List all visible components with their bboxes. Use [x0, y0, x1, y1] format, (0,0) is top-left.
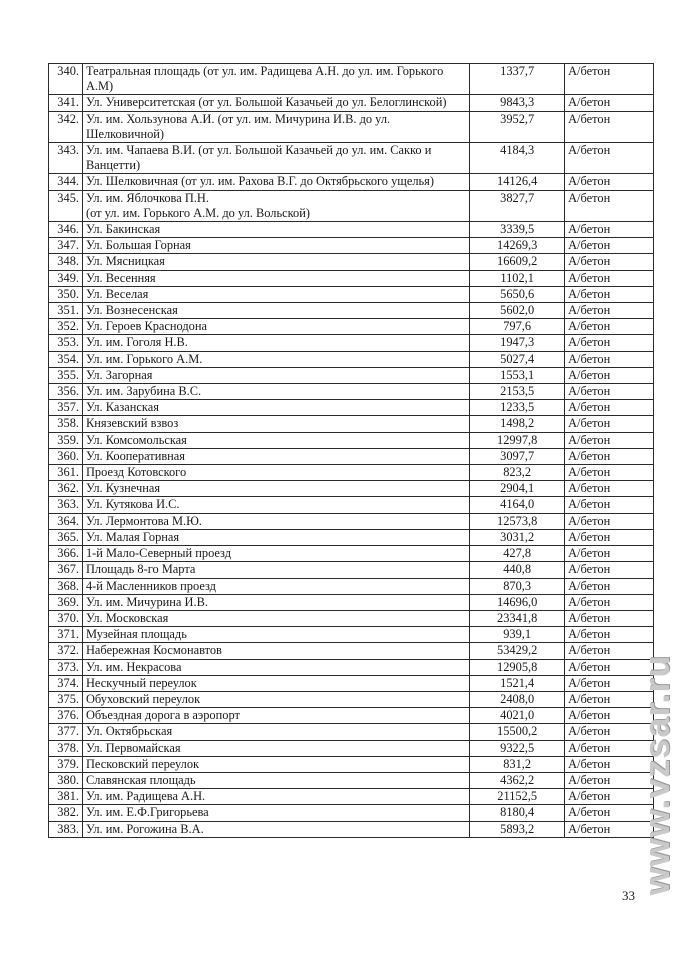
- road-name: Ул. им. Некрасова: [82, 659, 469, 675]
- road-name: Площадь 8-го Марта: [82, 562, 469, 578]
- road-name: Ул. им. Мичурина И.В.: [82, 594, 469, 610]
- road-name: Ул. им. Яблочкова П.Н. (от ул. им. Горького А.М. до ул. Вольской): [82, 190, 469, 221]
- road-name: Князевский взвоз: [82, 416, 469, 432]
- table-row: [49, 546, 654, 562]
- row-number: 362.: [49, 481, 83, 497]
- road-material: А/бетон: [565, 64, 654, 95]
- road-material: А/бетон: [565, 756, 654, 772]
- road-name: Ул. Первомайская: [82, 740, 469, 756]
- table-row: [49, 627, 654, 643]
- road-value: 427,8: [470, 546, 565, 562]
- road-material: А/бетон: [565, 546, 654, 562]
- road-material: А/бетон: [565, 222, 654, 238]
- table-row: [49, 222, 654, 238]
- road-material: А/бетон: [565, 351, 654, 367]
- road-material: А/бетон: [565, 594, 654, 610]
- row-number: 345.: [49, 190, 83, 221]
- road-value: 21152,5: [470, 789, 565, 805]
- table-row: [49, 238, 654, 254]
- road-value: 12997,8: [470, 432, 565, 448]
- row-number: 380.: [49, 772, 83, 788]
- road-name: Ул. им. Рогожина В.А.: [82, 821, 469, 837]
- row-number: 364.: [49, 513, 83, 529]
- table-row: [49, 95, 654, 111]
- row-number: 371.: [49, 627, 83, 643]
- road-name: Ул. Веселая: [82, 286, 469, 302]
- row-number: 383.: [49, 821, 83, 837]
- road-material: А/бетон: [565, 789, 654, 805]
- road-name: Ул. Загорная: [82, 367, 469, 383]
- road-value: 3031,2: [470, 529, 565, 545]
- table-row: [49, 432, 654, 448]
- row-number: 355.: [49, 367, 83, 383]
- road-name: Ул. Лермонтова М.Ю.: [82, 513, 469, 529]
- row-number: 379.: [49, 756, 83, 772]
- road-name: Славянская площадь: [82, 772, 469, 788]
- road-value: 4021,0: [470, 708, 565, 724]
- road-name: Ул. Кутякова И.С.: [82, 497, 469, 513]
- page-number: 33: [622, 888, 635, 903]
- road-material: А/бетон: [565, 513, 654, 529]
- road-name: Ул. Университетская (от ул. Большой Казачьей до ул. Белоглинской): [82, 95, 469, 111]
- table-row: [49, 416, 654, 432]
- row-number: 348.: [49, 254, 83, 270]
- table-row: [49, 351, 654, 367]
- table-row: [49, 789, 654, 805]
- road-value: 2904,1: [470, 481, 565, 497]
- road-value: 939,1: [470, 627, 565, 643]
- table-row: [49, 143, 654, 174]
- road-material: А/бетон: [565, 643, 654, 659]
- road-name: Ул. Московская: [82, 610, 469, 626]
- road-value: 2408,0: [470, 691, 565, 707]
- road-value: 1337,7: [470, 64, 565, 95]
- road-material: А/бетон: [565, 708, 654, 724]
- road-name: Ул. им. Хользунова А.И. (от ул. им. Мичурина И.В. до ул. Шелковичной): [82, 111, 469, 142]
- road-value: 4362,2: [470, 772, 565, 788]
- table-row: [49, 190, 654, 221]
- road-name: Ул. Кооперативная: [82, 448, 469, 464]
- road-value: 3097,7: [470, 448, 565, 464]
- road-material: А/бетон: [565, 448, 654, 464]
- road-value: 3339,5: [470, 222, 565, 238]
- road-name: Ул. им. Гоголя Н.В.: [82, 335, 469, 351]
- road-material: А/бетон: [565, 481, 654, 497]
- road-material: А/бетон: [565, 174, 654, 190]
- road-name: Песковский переулок: [82, 756, 469, 772]
- road-value: 2153,5: [470, 384, 565, 400]
- road-value: 12905,8: [470, 659, 565, 675]
- watermark-text: www.vzsar.ru: [636, 654, 677, 896]
- road-value: 1553,1: [470, 367, 565, 383]
- road-value: 1498,2: [470, 416, 565, 432]
- road-value: 1947,3: [470, 335, 565, 351]
- table-row: [49, 286, 654, 302]
- road-material: А/бетон: [565, 238, 654, 254]
- road-material: А/бетон: [565, 270, 654, 286]
- row-number: 343.: [49, 143, 83, 174]
- road-material: А/бетон: [565, 805, 654, 821]
- road-name: Ул. им. Горького А.М.: [82, 351, 469, 367]
- row-number: 366.: [49, 546, 83, 562]
- road-name: Музейная площадь: [82, 627, 469, 643]
- road-value: 23341,8: [470, 610, 565, 626]
- table-row: [49, 659, 654, 675]
- road-value: 797,6: [470, 319, 565, 335]
- road-value: 440,8: [470, 562, 565, 578]
- road-name: Театральная площадь (от ул. им. Радищева А.Н. до ул. им. Горького А.М): [82, 64, 469, 95]
- road-material: А/бетон: [565, 416, 654, 432]
- table-row: [49, 270, 654, 286]
- row-number: 370.: [49, 610, 83, 626]
- road-name: Ул. Казанская: [82, 400, 469, 416]
- table-row: [49, 111, 654, 142]
- road-value: 4164,0: [470, 497, 565, 513]
- row-number: 375.: [49, 691, 83, 707]
- row-number: 347.: [49, 238, 83, 254]
- road-name: Обуховский переулок: [82, 691, 469, 707]
- road-value: 9322,5: [470, 740, 565, 756]
- roads-table-body: [49, 64, 654, 838]
- road-material: А/бетон: [565, 335, 654, 351]
- row-number: 369.: [49, 594, 83, 610]
- road-material: А/бетон: [565, 384, 654, 400]
- row-number: 346.: [49, 222, 83, 238]
- table-row: [49, 724, 654, 740]
- road-material: А/бетон: [565, 675, 654, 691]
- road-value: 14126,4: [470, 174, 565, 190]
- road-name: 4-й Масленников проезд: [82, 578, 469, 594]
- road-value: 14269,3: [470, 238, 565, 254]
- table-row: [49, 805, 654, 821]
- row-number: 350.: [49, 286, 83, 302]
- road-material: А/бетон: [565, 319, 654, 335]
- road-name: Ул. Октябрьская: [82, 724, 469, 740]
- road-material: А/бетон: [565, 691, 654, 707]
- row-number: 361.: [49, 465, 83, 481]
- road-material: А/бетон: [565, 95, 654, 111]
- table-row: [49, 384, 654, 400]
- road-material: А/бетон: [565, 627, 654, 643]
- row-number: 353.: [49, 335, 83, 351]
- road-name: Ул. им. Чапаева В.И. (от ул. Большой Казачьей до ул. им. Сакко и Ванцетти): [82, 143, 469, 174]
- row-number: 340.: [49, 64, 83, 95]
- road-value: 53429,2: [470, 643, 565, 659]
- row-number: 378.: [49, 740, 83, 756]
- table-row: [49, 497, 654, 513]
- road-value: 1521,4: [470, 675, 565, 691]
- road-material: А/бетон: [565, 529, 654, 545]
- road-value: 4184,3: [470, 143, 565, 174]
- row-number: 367.: [49, 562, 83, 578]
- table-row: [49, 821, 654, 837]
- road-value: 5027,4: [470, 351, 565, 367]
- road-material: А/бетон: [565, 497, 654, 513]
- road-name: Нескучный переулок: [82, 675, 469, 691]
- road-material: А/бетон: [565, 740, 654, 756]
- road-material: А/бетон: [565, 190, 654, 221]
- table-row: [49, 448, 654, 464]
- row-number: 372.: [49, 643, 83, 659]
- table-row: [49, 756, 654, 772]
- table-row: [49, 594, 654, 610]
- road-value: 3827,7: [470, 190, 565, 221]
- road-material: А/бетон: [565, 367, 654, 383]
- table-row: [49, 367, 654, 383]
- road-value: 823,2: [470, 465, 565, 481]
- road-name: Ул. им. Е.Ф.Григорьева: [82, 805, 469, 821]
- row-number: 368.: [49, 578, 83, 594]
- road-material: А/бетон: [565, 610, 654, 626]
- road-name: Ул. Малая Горная: [82, 529, 469, 545]
- row-number: 344.: [49, 174, 83, 190]
- row-number: 359.: [49, 432, 83, 448]
- road-name: Объездная дорога в аэропорт: [82, 708, 469, 724]
- table-row: [49, 64, 654, 95]
- row-number: 341.: [49, 95, 83, 111]
- road-value: 12573,8: [470, 513, 565, 529]
- table-row: [49, 772, 654, 788]
- row-number: 357.: [49, 400, 83, 416]
- row-number: 374.: [49, 675, 83, 691]
- table-row: [49, 481, 654, 497]
- road-material: А/бетон: [565, 562, 654, 578]
- watermark: [637, 600, 677, 950]
- road-material: А/бетон: [565, 143, 654, 174]
- road-material: А/бетон: [565, 432, 654, 448]
- table-row: [49, 610, 654, 626]
- row-number: 377.: [49, 724, 83, 740]
- road-material: А/бетон: [565, 724, 654, 740]
- table-row: [49, 174, 654, 190]
- table-row: [49, 465, 654, 481]
- road-value: 831,2: [470, 756, 565, 772]
- table-row: [49, 675, 654, 691]
- table-row: [49, 254, 654, 270]
- road-name: Ул. Бакинская: [82, 222, 469, 238]
- table-row: [49, 529, 654, 545]
- road-value: 15500,2: [470, 724, 565, 740]
- road-name: Ул. Большая Горная: [82, 238, 469, 254]
- road-value: 1233,5: [470, 400, 565, 416]
- table-row: [49, 319, 654, 335]
- row-number: 360.: [49, 448, 83, 464]
- road-value: 5602,0: [470, 303, 565, 319]
- road-material: А/бетон: [565, 111, 654, 142]
- road-name: Ул. Шелковичная (от ул. им. Рахова В.Г. до Октябрьского ущелья): [82, 174, 469, 190]
- road-name: Ул. Комсомольская: [82, 432, 469, 448]
- row-number: 351.: [49, 303, 83, 319]
- road-material: А/бетон: [565, 659, 654, 675]
- row-number: 356.: [49, 384, 83, 400]
- road-material: А/бетон: [565, 465, 654, 481]
- table-row: [49, 643, 654, 659]
- road-value: 5893,2: [470, 821, 565, 837]
- road-value: 1102,1: [470, 270, 565, 286]
- row-number: 376.: [49, 708, 83, 724]
- road-material: А/бетон: [565, 286, 654, 302]
- table-row: [49, 578, 654, 594]
- road-name: Набережная Космонавтов: [82, 643, 469, 659]
- table-row: [49, 513, 654, 529]
- road-name: Ул. им. Зарубина В.С.: [82, 384, 469, 400]
- road-value: 3952,7: [470, 111, 565, 142]
- row-number: 363.: [49, 497, 83, 513]
- road-material: А/бетон: [565, 772, 654, 788]
- road-name: 1-й Мало-Северный проезд: [82, 546, 469, 562]
- table-row: [49, 740, 654, 756]
- road-value: 8180,4: [470, 805, 565, 821]
- row-number: 381.: [49, 789, 83, 805]
- road-name: Ул. Весенняя: [82, 270, 469, 286]
- row-number: 352.: [49, 319, 83, 335]
- road-name: Ул. им. Радищева А.Н.: [82, 789, 469, 805]
- road-name: Ул. Мясницкая: [82, 254, 469, 270]
- row-number: 342.: [49, 111, 83, 142]
- row-number: 349.: [49, 270, 83, 286]
- table-row: [49, 708, 654, 724]
- table-row: [49, 400, 654, 416]
- road-value: 870,3: [470, 578, 565, 594]
- road-name: Проезд Котовского: [82, 465, 469, 481]
- road-material: А/бетон: [565, 303, 654, 319]
- roads-table: [48, 63, 654, 838]
- table-row: [49, 562, 654, 578]
- road-value: 9843,3: [470, 95, 565, 111]
- table-row: [49, 691, 654, 707]
- road-value: 16609,2: [470, 254, 565, 270]
- road-name: Ул. Героев Краснодона: [82, 319, 469, 335]
- row-number: 373.: [49, 659, 83, 675]
- road-material: А/бетон: [565, 578, 654, 594]
- row-number: 365.: [49, 529, 83, 545]
- road-value: 5650,6: [470, 286, 565, 302]
- road-material: А/бетон: [565, 254, 654, 270]
- road-name: Ул. Вознесенская: [82, 303, 469, 319]
- table-row: [49, 303, 654, 319]
- road-value: 14696,0: [470, 594, 565, 610]
- row-number: 354.: [49, 351, 83, 367]
- road-material: А/бетон: [565, 821, 654, 837]
- row-number: 382.: [49, 805, 83, 821]
- table-row: [49, 335, 654, 351]
- road-material: А/бетон: [565, 400, 654, 416]
- road-name: Ул. Кузнечная: [82, 481, 469, 497]
- row-number: 358.: [49, 416, 83, 432]
